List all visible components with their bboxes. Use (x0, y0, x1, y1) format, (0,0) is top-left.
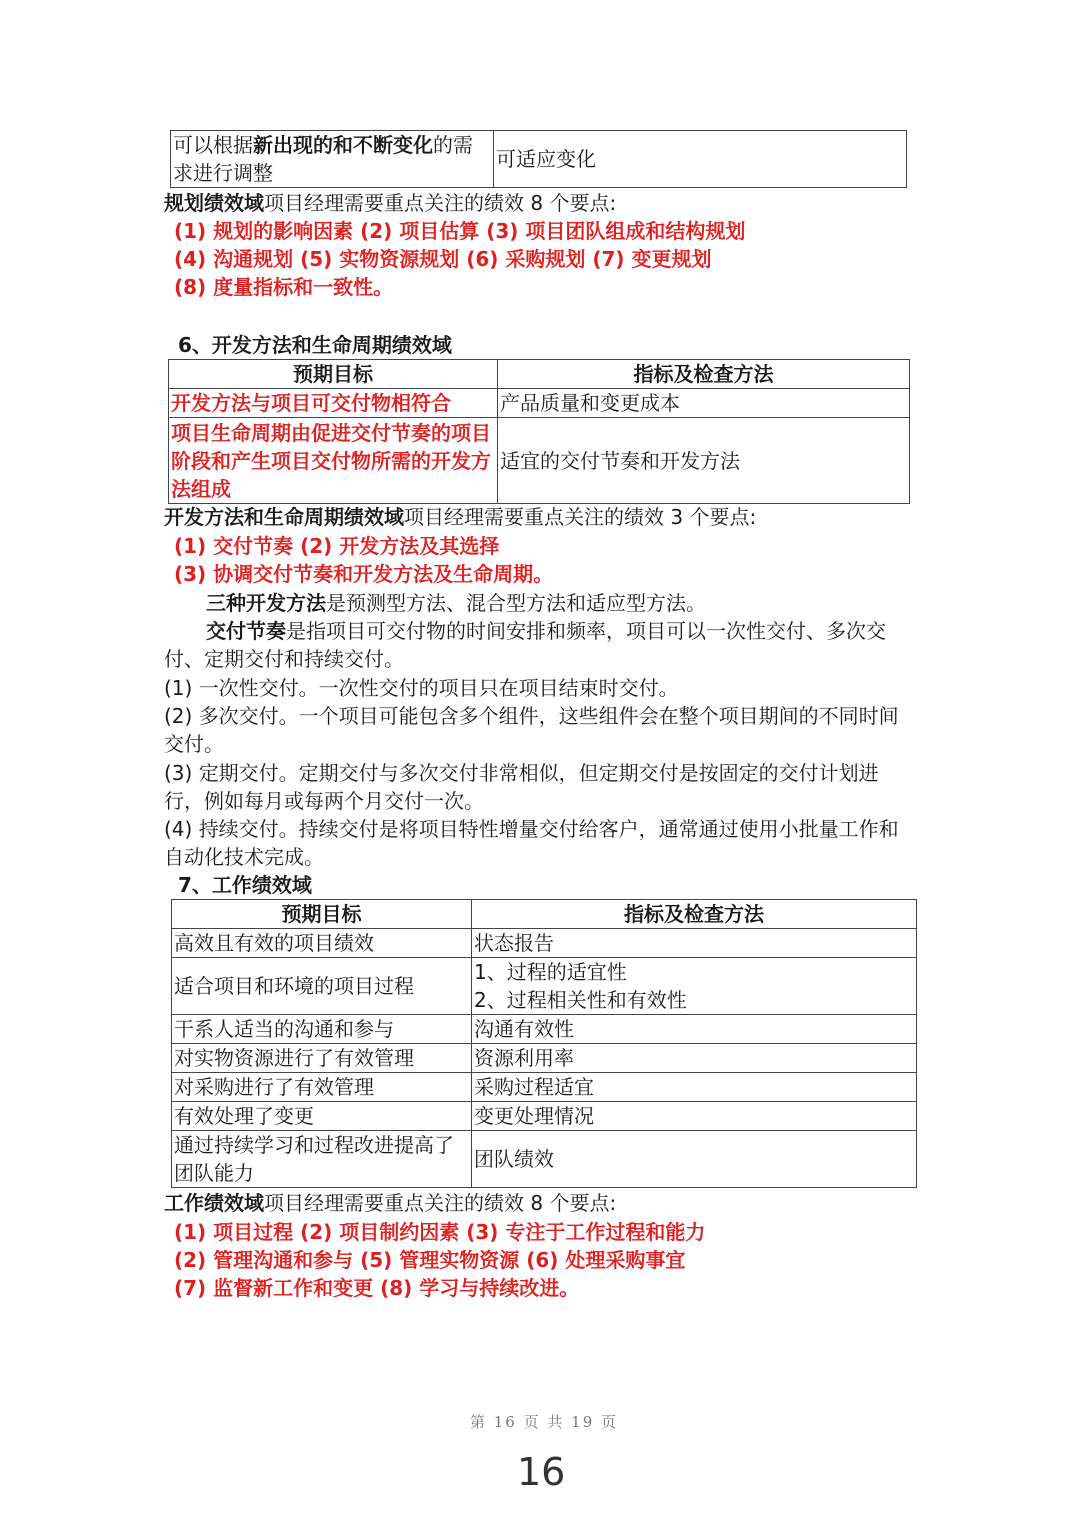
para-bold: 三种开发方法 (206, 591, 326, 615)
intro-text: 项目经理需要重点关注的绩效 3 个要点: (404, 505, 757, 529)
cell-text-bold: 新出现的和不断变化 (253, 133, 433, 157)
table-cell-goal: 有效处理了变更 (172, 1102, 472, 1131)
page-number: 16 (517, 1450, 566, 1494)
section6-item: (3) 定期交付。定期交付与多次交付非常相似，但定期交付是按固定的交付计划进行，例如每月或每两个月交付一次。 (164, 761, 879, 814)
table-cell-metric: 采购过程适宜 (472, 1073, 917, 1102)
section7-table (171, 899, 917, 1188)
header-metric: 指标及检查方法 (498, 360, 910, 389)
section6-title: 6、开发方法和生命周期绩效域 (178, 333, 452, 357)
section6-point-line: (3) 协调交付节奏和开发方法及生命周期。 (174, 562, 554, 586)
section7-point-line: (1) 项目过程 (2) 项目制约因素 (3) 专注于工作过程和能力 (174, 1220, 706, 1244)
table-cell-goal: 对实物资源进行了有效管理 (172, 1044, 472, 1073)
planning-point-line: (1) 规划的影响因素 (2) 项目估算 (3) 项目团队组成和结构规划 (174, 219, 746, 243)
planning-point-line: (4) 沟通规划 (5) 实物资源规划 (6) 采购规划 (7) 变更规划 (174, 247, 712, 271)
table-row (171, 131, 907, 188)
section6-table (168, 359, 910, 504)
table-cell-goal: 开发方法与项目可交付物相符合 (169, 389, 498, 418)
table-cell-metric: 资源利用率 (472, 1044, 917, 1073)
section6-paragraph-methods (206, 589, 706, 617)
table-cell-goal: 项目生命周期由促进交付节奏的项目阶段和产生项目交付物所需的开发方法组成 (169, 418, 498, 504)
metric-line: 1、过程的适宜性 (474, 960, 627, 984)
intro-bold: 工作绩效域 (164, 1191, 264, 1215)
para-text: 是指项目可交付物的时间安排和频率，项目可以一次性交付、多次交付、定期交付和持续交付。 (164, 619, 886, 672)
section6-paragraph-cadence (164, 617, 918, 674)
intro-text: 项目经理需要重点关注的绩效 8 个要点: (264, 1191, 617, 1215)
table-cell-metric: 适宜的交付节奏和开发方法 (498, 418, 910, 504)
cell-text: 的需求进行调整 (173, 133, 473, 185)
metric-line: 2、过程相关性和有效性 (474, 988, 687, 1012)
cell-text: 可以根据 (173, 133, 253, 157)
table-cell-goal: 高效且有效的项目绩效 (172, 929, 472, 958)
section6-item: (1) 一次性交付。一次性交付的项目只在项目结束时交付。 (164, 676, 679, 700)
section7-point-line: (2) 管理沟通和参与 (5) 管理实物资源 (6) 处理采购事宜 (174, 1248, 686, 1272)
planning-point-line: (8) 度量指标和一致性。 (174, 275, 394, 299)
table-cell-metric: 沟通有效性 (472, 1015, 917, 1044)
table-row (172, 1102, 917, 1131)
intro-text: 项目经理需要重点关注的绩效 8 个要点: (264, 191, 617, 215)
table-cell-metric (472, 958, 917, 1015)
table-row (172, 1073, 917, 1102)
table-cell-goal: 对采购进行了有效管理 (172, 1073, 472, 1102)
page-footer: 第 16 页 共 19 页 (470, 1413, 619, 1431)
table-row (172, 1015, 917, 1044)
table-cell-goal: 干系人适当的沟通和参与 (172, 1015, 472, 1044)
table-cell-metric: 变更处理情况 (472, 1102, 917, 1131)
section7-point-line: (7) 监督新工作和变更 (8) 学习与持续改进。 (174, 1276, 580, 1300)
section7-intro (164, 1189, 616, 1217)
section6-intro (164, 503, 756, 531)
para-text: 是预测型方法、混合型方法和适应型方法。 (326, 591, 706, 615)
intro-bold: 规划绩效域 (164, 191, 264, 215)
section6-point-line: (1) 交付节奏 (2) 开发方法及其选择 (174, 534, 500, 558)
table-cell-metric: 可适应变化 (494, 131, 907, 188)
table-cell-metric: 状态报告 (472, 929, 917, 958)
para-bold: 交付节奏 (206, 619, 286, 643)
table-row (169, 418, 910, 504)
intro-bold: 开发方法和生命周期绩效域 (164, 505, 404, 529)
header-goal: 预期目标 (172, 900, 472, 929)
planning-intro (164, 189, 616, 217)
table-cell-goal: 通过持续学习和过程改进提高了团队能力 (172, 1131, 472, 1188)
section6-item: (2) 多次交付。一个项目可能包含多个组件，这些组件会在整个项目期间的不同时间交付。 (164, 704, 899, 757)
section7-title: 7、工作绩效域 (178, 873, 312, 897)
table-row (172, 929, 917, 958)
header-goal: 预期目标 (169, 360, 498, 389)
table-cell-metric: 团队绩效 (472, 1131, 917, 1188)
table-cell-goal (171, 131, 494, 188)
table-row (169, 389, 910, 418)
table-header-row (169, 360, 910, 389)
header-metric: 指标及检查方法 (472, 900, 917, 929)
table-cell-goal: 适合项目和环境的项目过程 (172, 958, 472, 1015)
table-row (172, 958, 917, 1015)
top-table (170, 130, 907, 188)
table-row (172, 1131, 917, 1188)
table-cell-metric: 产品质量和变更成本 (498, 389, 910, 418)
table-header-row (172, 900, 917, 929)
table-row (172, 1044, 917, 1073)
section6-item: (4) 持续交付。持续交付是将项目特性增量交付给客户，通常通过使用小批量工作和自动化技术完成。 (164, 817, 899, 870)
